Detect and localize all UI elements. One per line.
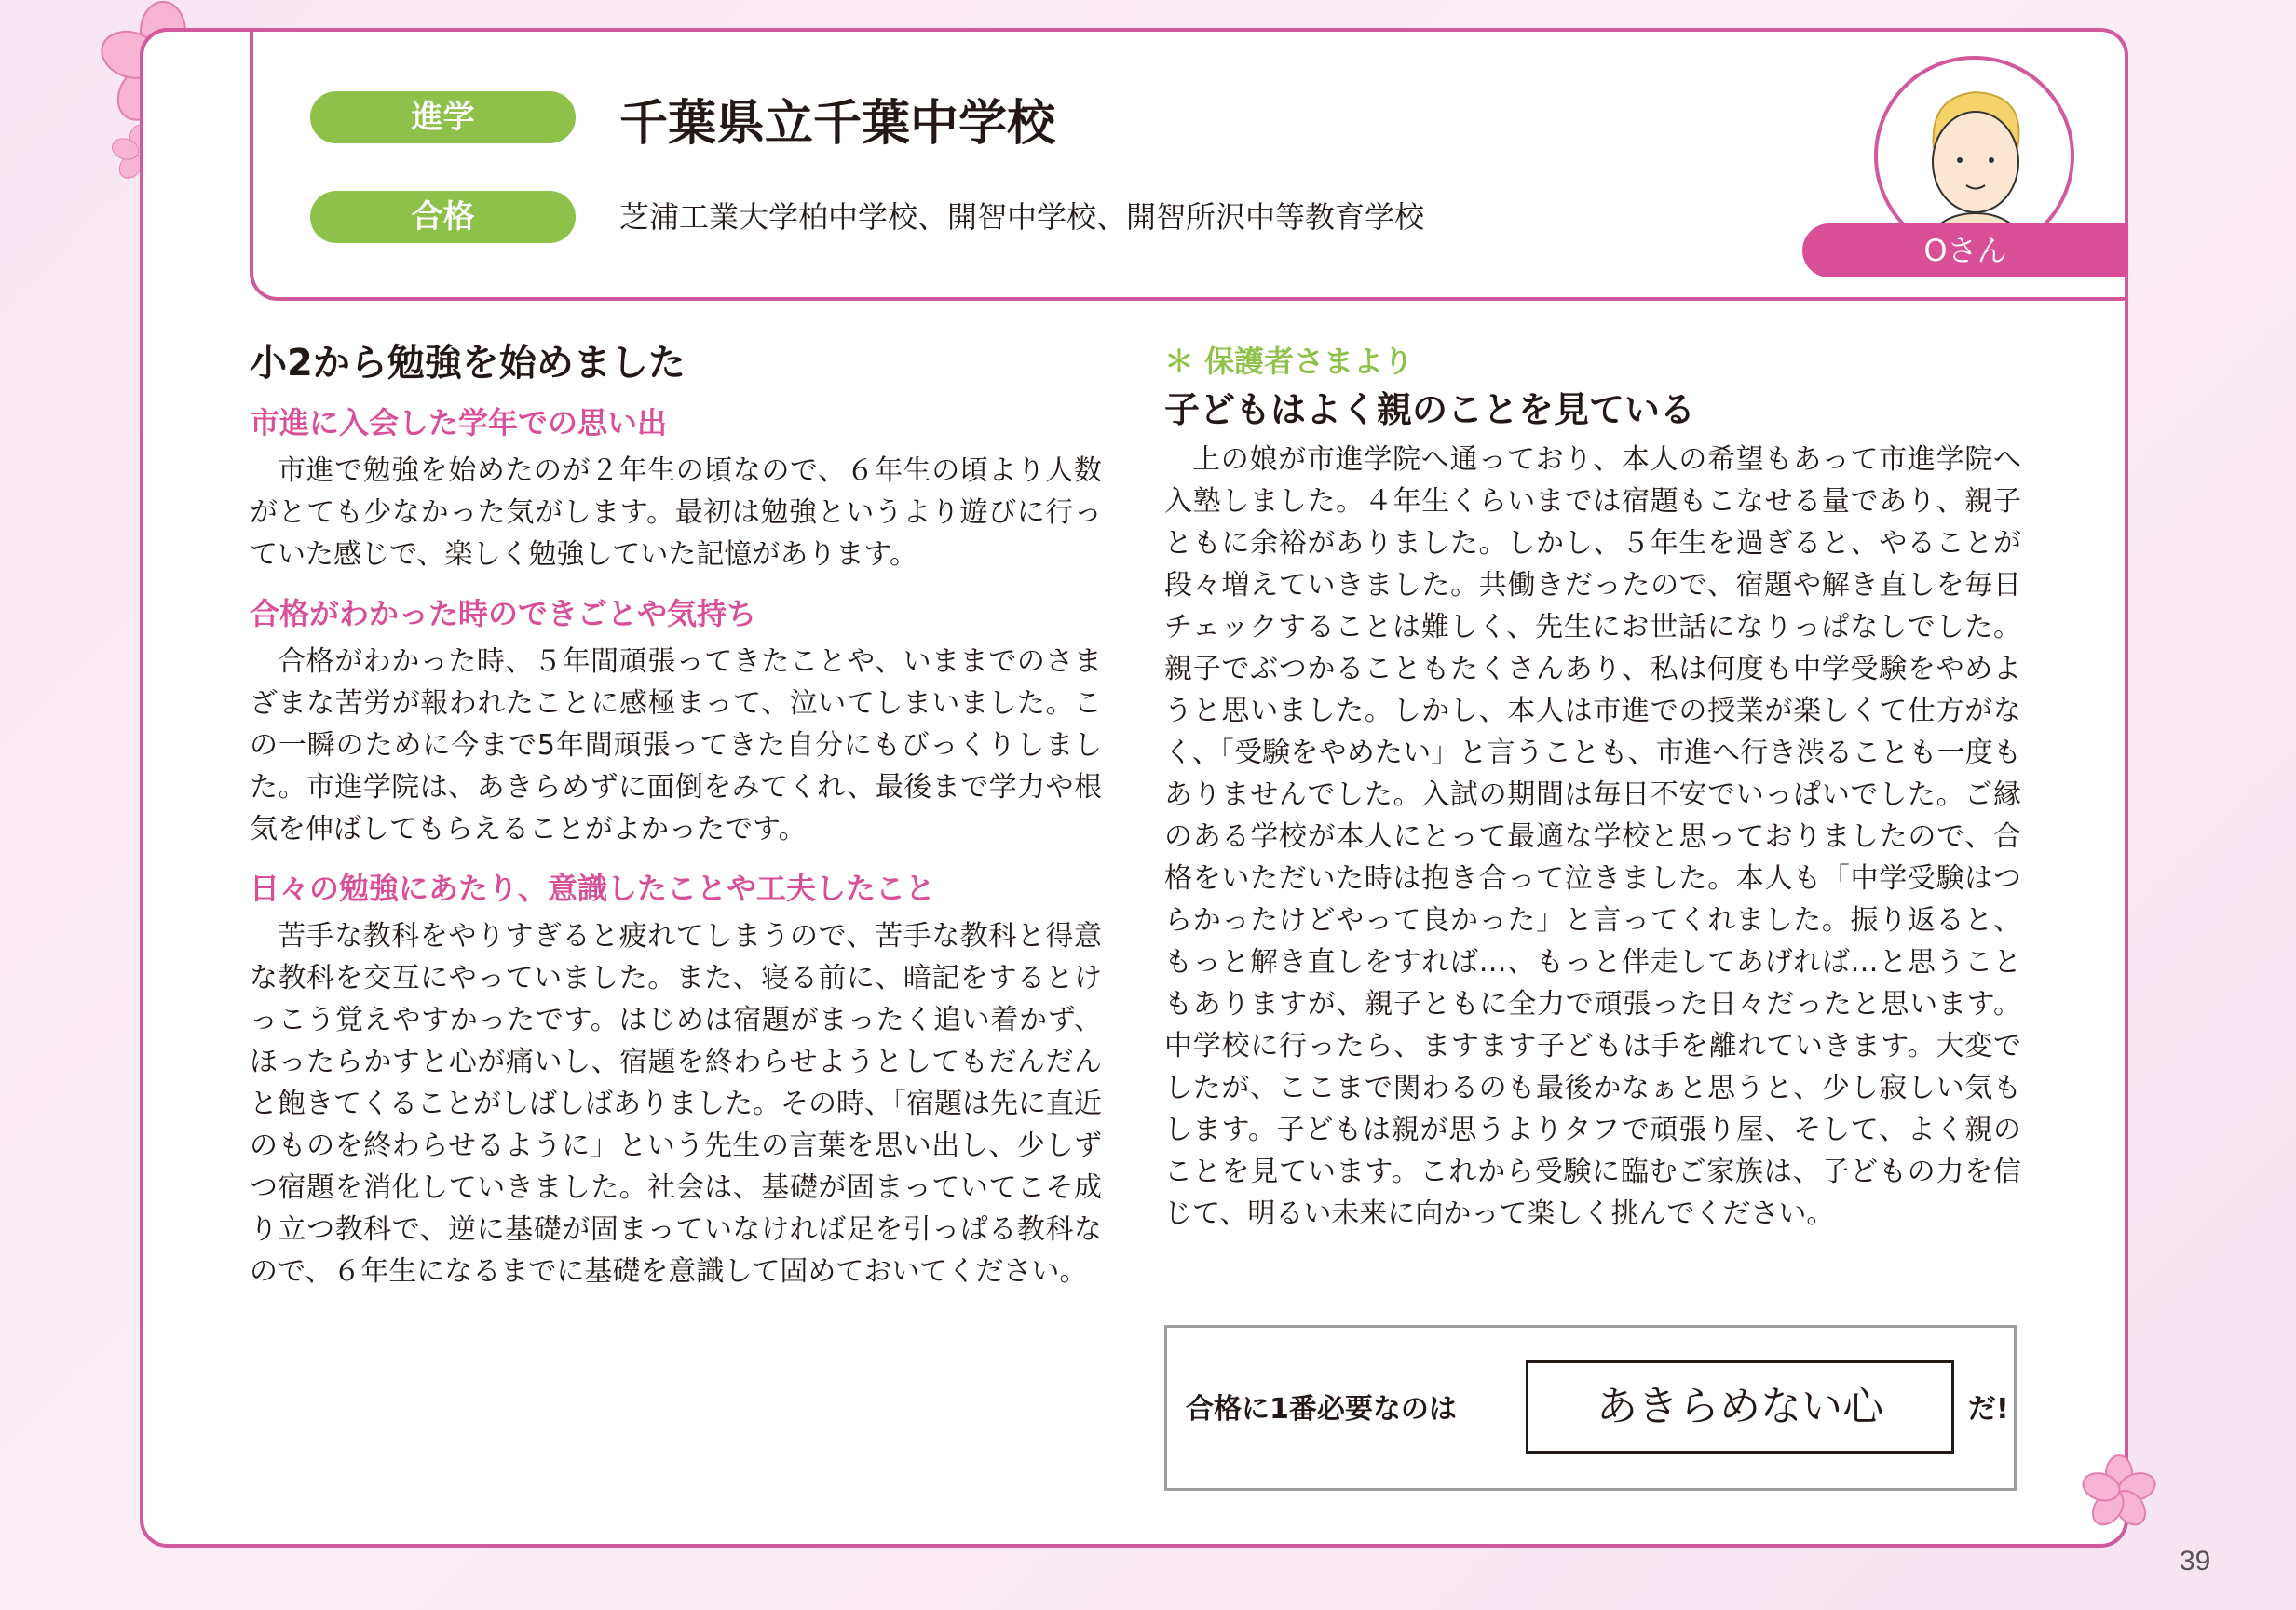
parents-column: [1164, 340, 2021, 1251]
student-name-tag: Oさん: [1802, 223, 2128, 277]
section-text: 合格がわかった時、５年間頑張ってきたことや、いままでのさまざまな苦労が報われたことに感極まって、泣いてしまいました。この一瞬のために今まで5年間頑張ってきた自分にもびっくりしました。市進学院は、あきらめずに面倒をみてくれ、最後まで学力や根気を伸ばしてもらえることがよかったです。: [250, 645, 1102, 846]
school-name: 千葉県立千葉中学校: [619, 96, 1056, 152]
section-text: 市進で勉強を始めたのが２年生の頃なので、６年生の頃より人数がとても少なかった気がします。最初は勉強というより遊びに行っていた感じで、楽しく勉強していた記憶があります。: [250, 454, 1102, 571]
section-heading: 合格がわかった時のできごとや気持ち: [250, 596, 757, 631]
answer-question: 合格に1番必要なのは: [1186, 1393, 1457, 1426]
parents-label: [1164, 340, 2021, 383]
answer-box: [1164, 1325, 2017, 1491]
student-column: [250, 340, 1102, 1309]
page-number: 39: [2180, 1546, 2211, 1576]
student-title: 小2から勉強を始めました: [250, 342, 686, 385]
section-heading: 市進に入会した学年での思い出: [250, 405, 668, 440]
asterisk-icon: ＊: [1164, 344, 1205, 379]
section-text: 苦手な教科をやりすぎると疲れてしまうので、苦手な教科と得意な教科を交互にやっていました。また、寝る前に、暗記をするとけっこう覚えやすかったです。はじめは宿題がまったく追い着かず、ほったらかすと心が痛いし、宿題を終わらせようとしてもだんだんと飽きてくることがしばしばありました。その時、「宿題は先に直近のものを終わらせるように」という先生の言葉を思い出し、少しずつ宿題を消化していきました。社会は、基礎が固まっていてこそ成り立つ教科で、逆に基礎が固まっていなければ足を引っぱる教科なので、６年生になるまでに基礎を意識して固めておいてください。: [250, 920, 1102, 1288]
sakura-flower-icon: [2077, 1448, 2161, 1532]
parents-title: 子どもはよく親のことを見ている: [1164, 389, 1696, 430]
parents-label-text: 保護者さまより: [1204, 344, 1414, 379]
answer-tail: だ!: [1968, 1393, 2009, 1426]
passed-badge: 合格: [310, 191, 576, 243]
section-heading: 日々の勉強にあたり、意識したことや工夫したこと: [250, 871, 936, 906]
parents-text: 上の娘が市進学院へ通っており、本人の希望もあって市進学院へ入塾しました。４年生くらいまでは宿題もこなせる量であり、親子ともに余裕がありました。しかし、５年生を過ぎると、やることが段々増えていきました。共働きだったので、宿題や解き直しを毎日チェックすることは難しく、先生にお世話になりっぱなしでした。親子でぶつかることもたくさんあり、私は何度も中学受験をやめようと思いました。しかし、本人は市進での授業が楽しくて仕方がなく、「受験をやめたい」と言うことも、市進へ行き渋ることも一度もありませんでした。入試の期間は毎日不安でいっぱいでした。ご縁のある学校が本人にとって最適な学校と思っておりましたので、合格をいただいた時は抱き合って泣きました。本人も「中学受験はつらかったけどやって良かった」と言ってくれました。振り返ると、もっと解き直しをすれば…、もっと伴走してあげれば…と思うこともありますが、親子ともに全力で頑張った日々だったと思います。中学校に行ったら、ますます子どもは手を離れていきます。大変でしたが、ここまで関わるのも最後かなぁと思うと、少し寂しい気もします。子どもは親が思うよりタフで頑張り屋、そして、よく親のことを見ています。これから受験に臨むご家族は、子どもの力を信じて、明るい未来に向かって楽しく挑んでください。: [1164, 443, 2021, 1230]
passed-schools: 芝浦工業大学柏中学校、開智中学校、開智所沢中等教育学校: [619, 199, 1425, 235]
handwritten-answer: あきらめない心: [1526, 1360, 1954, 1454]
progress-badge: 進学: [310, 91, 576, 143]
